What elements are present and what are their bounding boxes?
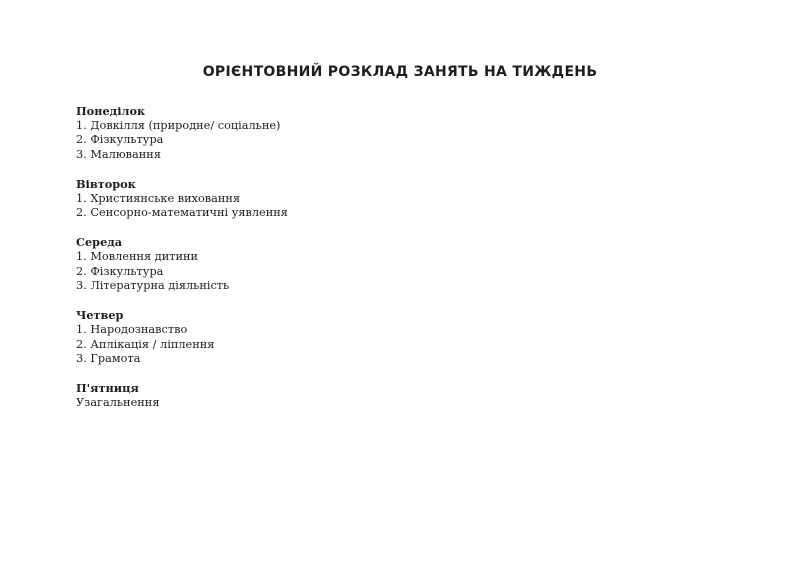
lesson-item: 2. Фізкультура [76, 133, 164, 147]
lesson-item: 2. Фізкультура [76, 264, 164, 278]
day-section-friday [76, 381, 676, 410]
lesson-item: 3. Грамота [76, 352, 141, 366]
document-title: ОРІЄНТОВНИЙ РОЗКЛАД ЗАНЯТЬ НА ТИЖДЕНЬ [202, 64, 598, 80]
lesson-list [76, 396, 676, 411]
weekly-schedule [76, 104, 676, 425]
lesson-list [76, 250, 676, 294]
day-heading: Середа [76, 235, 123, 250]
lesson-item: 2. Аплікація / ліплення [76, 337, 215, 351]
day-heading: Четвер [76, 308, 124, 323]
lesson-list [76, 119, 676, 163]
lesson-list [76, 192, 676, 221]
day-section-thursday [76, 308, 676, 366]
day-heading: П'ятниця [76, 381, 139, 396]
lesson-item: Узагальнення [76, 395, 160, 409]
lesson-item: 1. Народознавство [76, 322, 188, 336]
day-heading: Понеділок [76, 104, 146, 118]
lesson-item: 1. Довкілля (природне/ соціальне) [76, 118, 281, 132]
day-section-wednesday [76, 235, 676, 293]
lesson-item: 1. Мовлення дитини [76, 249, 199, 263]
lesson-item: 2. Сенсорно-математичні уявлення [76, 206, 288, 220]
lesson-item: 3. Літературна діяльність [76, 279, 230, 293]
lesson-list [76, 323, 676, 367]
lesson-item: 1. Християнське виховання [76, 191, 241, 205]
day-section-tuesday [76, 177, 676, 221]
day-section-monday [76, 104, 676, 162]
day-heading: Вівторок [76, 176, 136, 191]
lesson-item: 3. Малювання [76, 147, 161, 161]
